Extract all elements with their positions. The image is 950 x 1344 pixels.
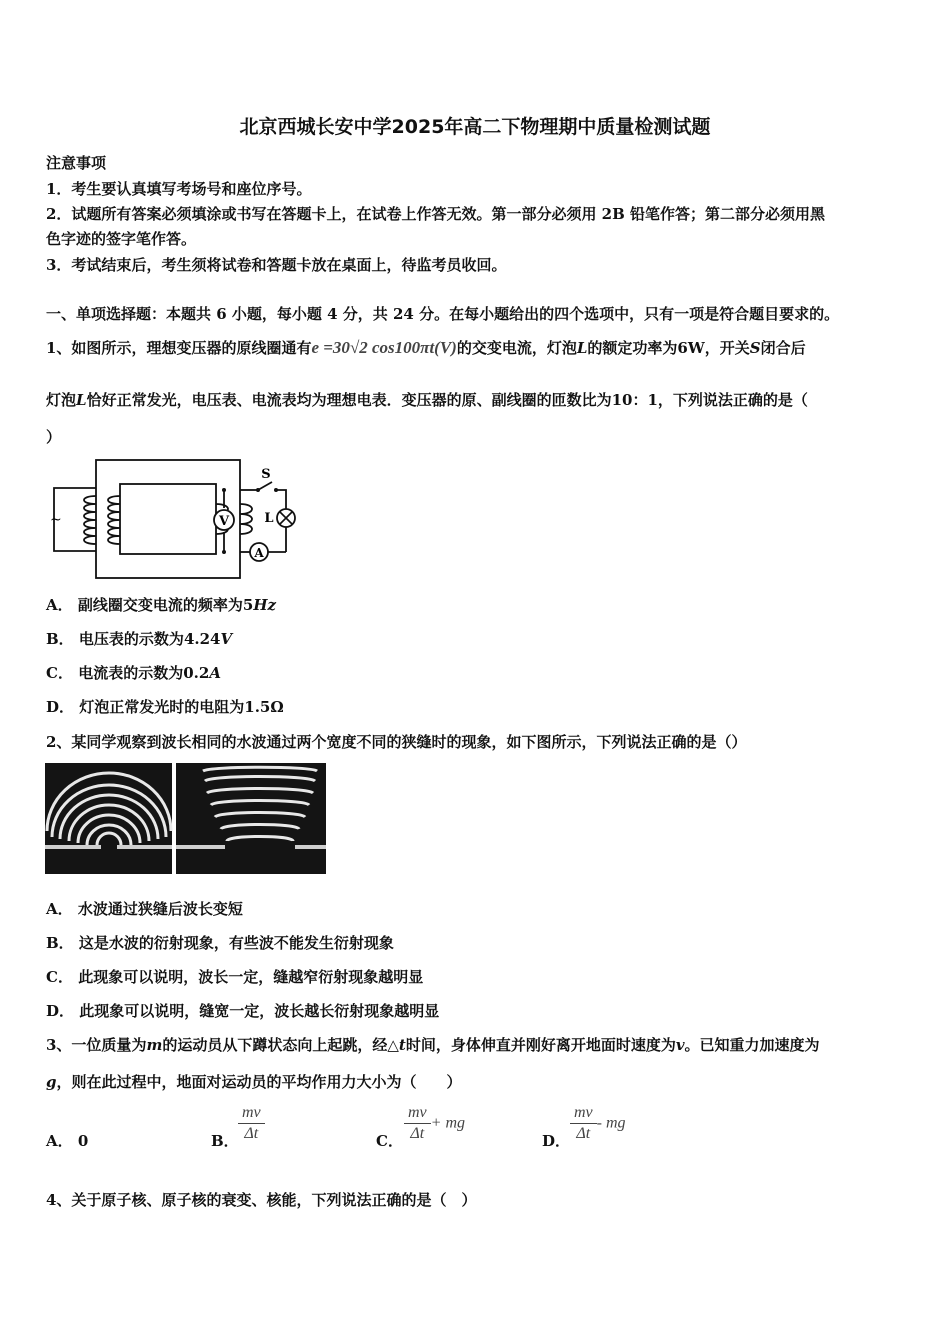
- notice-item-3: 3．考试结束后，考生须将试卷和答题卡放在桌面上，待监考员收回。: [46, 256, 507, 274]
- q3-stem-line1: 3、一位质量为m的运动员从下蹲状态向上起跳，经△t时间，身体伸直并刚好离开地面时速度为v。已知重力加速度为: [46, 1036, 820, 1054]
- q4-stem: 4、关于原子核、原子核的衰变、核能，下列说法正确的是（ ）: [46, 1191, 477, 1209]
- q1-stem-line2: 灯泡L恰好正常发光，电压表、电流表均为理想电表．变压器的原、副线圈的匝数比为10：1，下列说法正确的是（: [46, 391, 808, 409]
- q1-stem-line3: ）: [46, 428, 62, 446]
- q3-option-b-fraction: $\frac{mv}{\Delta t}$: [238, 1103, 265, 1144]
- q3-option-d-fraction: $\frac{mv}{\Delta t}$ - mg: [570, 1103, 626, 1144]
- q3-stem-line2: g，则在此过程中，地面对运动员的平均作用力大小为（ ）: [46, 1073, 462, 1091]
- q3-option-c-label: C．: [376, 1132, 403, 1150]
- q2-option-b: B． 这是水波的衍射现象，有些波不能发生衍射现象: [46, 934, 394, 952]
- q1-option-d: D． 灯泡正常发光时的电阻为1.5Ω: [46, 698, 284, 716]
- notice-item-2-cont: 色字迹的签字笔作答。: [46, 230, 197, 248]
- q1-option-a: A． 副线圈交变电流的频率为5Hz: [46, 596, 277, 614]
- transformer-circuit-figure: [44, 456, 300, 584]
- ac-source-icon: ~: [50, 512, 62, 528]
- q2-option-c: C． 此现象可以说明，波长一定，缝越窄衍射现象越明显: [46, 968, 424, 986]
- q1-option-c: C． 电流表的示数为0.2A: [46, 664, 221, 682]
- section-heading: 一、单项选择题：本题共 6 小题，每小题 4 分，共 24 分。在每小题给出的四个选项中，只有一项是符合题目要求的。: [46, 305, 840, 323]
- notice-item-1: 1．考生要认真填写考场号和座位序号。: [46, 180, 312, 198]
- q3-option-a: A． 0: [46, 1132, 89, 1150]
- water-wave-diffraction-photos: [45, 763, 326, 874]
- page-title: 北京西城长安中学2025年高二下物理期中质量检测试题: [239, 116, 711, 138]
- notice-heading: 注意事项: [46, 154, 107, 172]
- q1-formula: e =30√2 cos100πt(V): [311, 338, 457, 357]
- q2-stem: 2、某同学观察到波长相同的水波通过两个宽度不同的狭缝时的现象，如下图所示，下列说法正确的是（）: [46, 733, 747, 751]
- q3-option-c-fraction: $\frac{mv}{\Delta t}$ + mg: [404, 1103, 465, 1144]
- q3-option-d-label: D．: [542, 1132, 571, 1150]
- ammeter-label: A: [254, 546, 264, 560]
- notice-item-2: 2．试题所有答案必须填涂或书写在答题卡上，在试卷上作答无效。第一部分必须用 2B 铅笔作答；第二部分必须用黑: [46, 205, 826, 223]
- voltmeter-label: V: [218, 514, 230, 529]
- lamp-label: L: [264, 511, 274, 526]
- q3-option-b-label: B．: [211, 1132, 239, 1150]
- switch-label: S: [261, 467, 271, 482]
- q1-option-b: B． 电压表的示数为4.24V: [46, 630, 233, 648]
- q2-option-d: D． 此现象可以说明，缝宽一定，波长越长衍射现象越明显: [46, 1002, 440, 1020]
- q1-stem-line1: 1、如图所示，理想变压器的原线圈通有e =30√2 cos100πt(V)的交变电流，灯泡L的额定功率为6W，开关S闭合后: [46, 338, 806, 357]
- q2-option-a: A． 水波通过狭缝后波长变短: [46, 900, 243, 918]
